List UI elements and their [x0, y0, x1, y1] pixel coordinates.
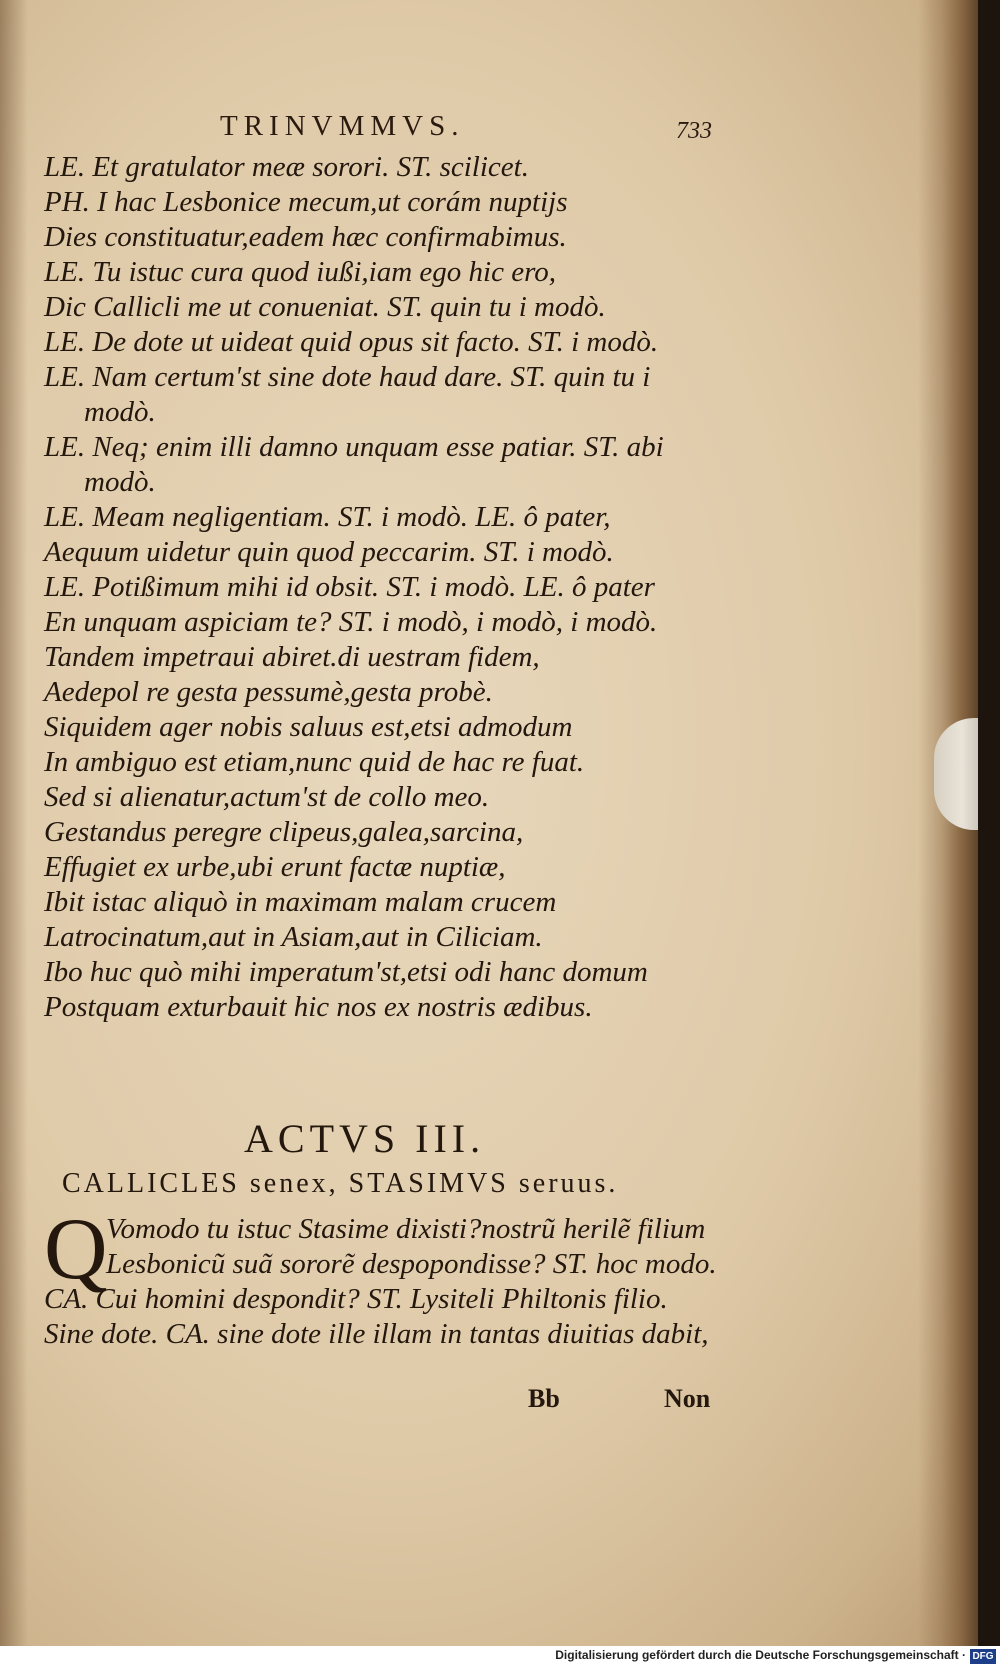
- verse-line: Aedepol re gesta pessumè,gesta probè.: [44, 676, 493, 708]
- verse-line: LE. Et gratulator meæ sorori. ST. scilicet.: [44, 151, 529, 183]
- verse-line: LE. De dote ut uideat quid opus sit facto. ST. i modò.: [44, 326, 659, 358]
- verse-line: Gestandus peregre clipeus,galea,sarcina,: [44, 816, 524, 848]
- verse-line: LE. Meam negligentiam. ST. i modò. LE. ô pater,: [44, 501, 611, 533]
- footer-credit-bar: [0, 1646, 1000, 1667]
- verse-line: Dies constituatur,eadem hæc confirmabimus.: [44, 221, 567, 253]
- verse-line: Dic Callicli me ut conueniat. ST. quin tu i modò.: [44, 291, 606, 323]
- catchword: Non: [664, 1384, 711, 1413]
- signature-mark: Bb: [528, 1384, 560, 1413]
- verse-line: LE. Neq; enim illi damno unquam esse patiar. ST. abi: [44, 431, 664, 463]
- act-text-block: [44, 1201, 744, 1352]
- verse-line: modò.: [84, 396, 156, 428]
- verse-line: modò.: [84, 466, 156, 498]
- verse-line: LE. Tu istuc cura quod iußi,iam ego hic ero,: [44, 256, 557, 288]
- act-title: ACTVS III.: [244, 1116, 486, 1161]
- scene-persons: CALLICLES senex, STASIMVS seruus.: [62, 1168, 619, 1199]
- footer-credit: Digitalisierung gefördert durch die Deutsche Forschungsgemeinschaft ·: [555, 1648, 966, 1662]
- act-line: Lesbonicũ suã sororẽ despopondisse? ST. hoc modo.: [106, 1248, 717, 1280]
- verse-line: In ambiguo est etiam,nunc quid de hac re fuat.: [44, 746, 585, 778]
- folio-number: 733: [676, 118, 712, 144]
- act-line: CA. Cui homini despondit? ST. Lysiteli Philtonis filio.: [44, 1283, 668, 1315]
- verse-line: Aequum uidetur quin quod peccarim. ST. i modò.: [44, 536, 614, 568]
- page-gutter-shadow: [0, 0, 28, 1646]
- verse-line: Tandem impetraui abiret.di uestram fidem,: [44, 641, 540, 673]
- act-line: Vomodo tu istuc Stasime dixisti?nostrũ herilẽ filium: [106, 1213, 706, 1245]
- verse-line: Latrocinatum,aut in Asiam,aut in Ciliciam.: [44, 921, 543, 953]
- dfg-logo: DFG: [970, 1649, 996, 1664]
- verse-line: Ibo huc quò mihi imperatum'st,etsi odi hanc domum: [44, 956, 648, 988]
- verse-block: [44, 150, 724, 1025]
- verse-line: Effugiet ex urbe,ubi erunt factæ nuptiæ,: [44, 851, 506, 883]
- verse-line: LE. Nam certum'st sine dote haud dare. ST. quin tu i: [44, 361, 651, 393]
- verse-line: LE. Potißimum mihi id obsit. ST. i modò. LE. ô pater: [44, 571, 655, 603]
- verse-line: Sed si alienatur,actum'st de collo meo.: [44, 781, 490, 813]
- verse-line: Ibit istac aliquò in maximam malam crucem: [44, 886, 557, 918]
- drop-capital: Q: [44, 1201, 108, 1298]
- verse-line: Postquam exturbauit hic nos ex nostris ædibus.: [44, 991, 593, 1023]
- verse-line: Siquidem ager nobis saluus est,etsi admodum: [44, 711, 573, 743]
- act-line: Sine dote. CA. sine dote ille illam in tantas diuitias dabit,: [44, 1318, 709, 1350]
- verse-line: En unquam aspiciam te? ST. i modò, i modò, i modò.: [44, 606, 658, 638]
- verse-line: PH. I hac Lesbonice mecum,ut corám nuptijs: [44, 186, 568, 218]
- page-clip: [934, 718, 978, 830]
- running-head: TRINVMMVS.: [220, 110, 465, 142]
